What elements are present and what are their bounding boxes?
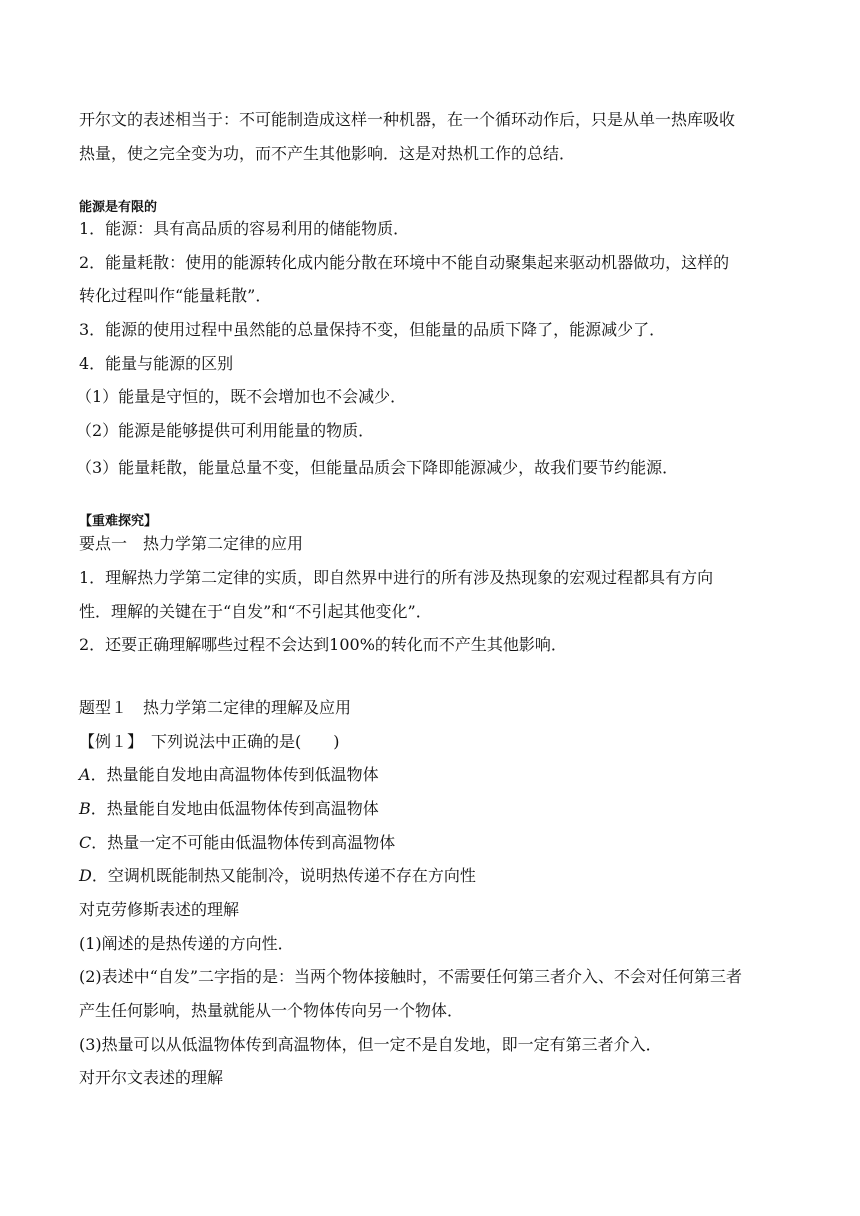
question-type-title: 题型１ 热力学第二定律的理解及应用 — [79, 698, 352, 717]
option-a — [79, 765, 379, 785]
point-paragraph-1-line-2: 性．理解的关键在于“自发”和“不引起其他变化”． — [79, 602, 432, 621]
option-letter: A — [79, 765, 91, 784]
clausius-title: 对克劳修斯表述的理解 — [79, 900, 240, 919]
energy-item-2-line-2: 转化过程叫作“能量耗散”． — [79, 286, 272, 305]
option-letter: C — [79, 833, 92, 852]
clausius-point-2-line-1: (2)表述中“自发”二字指的是：当两个物体接触时，不需要任何第三者介入、不会对任何第三者 — [79, 967, 743, 986]
option-text: ．热量能自发地由低温物体传到高温物体 — [90, 799, 379, 818]
option-text: ．热量能自发地由高温物体传到低温物体 — [90, 765, 379, 784]
clausius-point-1: (1)阐述的是热传递的方向性． — [79, 934, 294, 953]
energy-sub-2: （2）能源是能够提供可利用能量的物质． — [76, 421, 375, 440]
clausius-point-3: (3)热量可以从低温物体传到高温物体，但一定不是自发地，即一定有第三者介入． — [79, 1035, 662, 1054]
intro-line-1: 开尔文的表述相当于：不可能制造成这样一种机器，在一个循环动作后，只是从单一热库吸收 — [79, 110, 736, 129]
clausius-point-2-line-2: 产生任何影响，热量就能从一个物体传向另一个物体． — [79, 1001, 464, 1020]
point-title: 要点一 热力学第二定律的应用 — [79, 534, 304, 553]
example-stem: 【例１】 下列说法中正确的是( ) — [79, 732, 340, 751]
energy-item-1: 1．能源：具有高品质的容易利用的储能物质． — [79, 219, 410, 238]
kelvin-title: 对开尔文表述的理解 — [79, 1068, 224, 1087]
energy-item-2-line-1: 2．能量耗散：使用的能源转化成内能分散在环境中不能自动聚集起来驱动机器做功，这样的 — [79, 253, 730, 272]
energy-item-3: 3．能源的使用过程中虽然能的总量保持不变，但能量的品质下降了，能源减少了． — [79, 320, 666, 339]
energy-sub-1: （1）能量是守恒的，既不会增加也不会减少． — [76, 387, 407, 406]
section-heading-explore: 【重难探究】 — [79, 514, 158, 529]
intro-line-2: 热量，使之完全变为功，而不产生其他影响．这是对热机工作的总结． — [79, 144, 576, 163]
point-paragraph-2: 2．还要正确理解哪些过程不会达到100%的转化而不产生其他影响． — [79, 635, 567, 654]
option-letter: D — [79, 866, 92, 885]
energy-item-4: 4．能量与能源的区别 — [79, 354, 234, 373]
option-text: ．热量一定不可能由低温物体传到高温物体 — [91, 833, 396, 852]
option-d — [79, 866, 476, 886]
point-paragraph-1-line-1: 1．理解热力学第二定律的实质，即自然界中进行的所有涉及热现象的宏观过程都具有方向 — [79, 568, 714, 587]
option-c — [79, 833, 395, 853]
energy-sub-3: （3）能量耗散，能量总量不变，但能量品质会下降即能源减少，故我们要节约能源． — [76, 458, 679, 477]
option-b — [79, 799, 379, 819]
option-letter: B — [79, 799, 91, 818]
section-heading-energy: 能源是有限的 — [79, 200, 158, 215]
option-text: ．空调机既能制热又能制冷，说明热传递不存在方向性 — [91, 866, 476, 885]
